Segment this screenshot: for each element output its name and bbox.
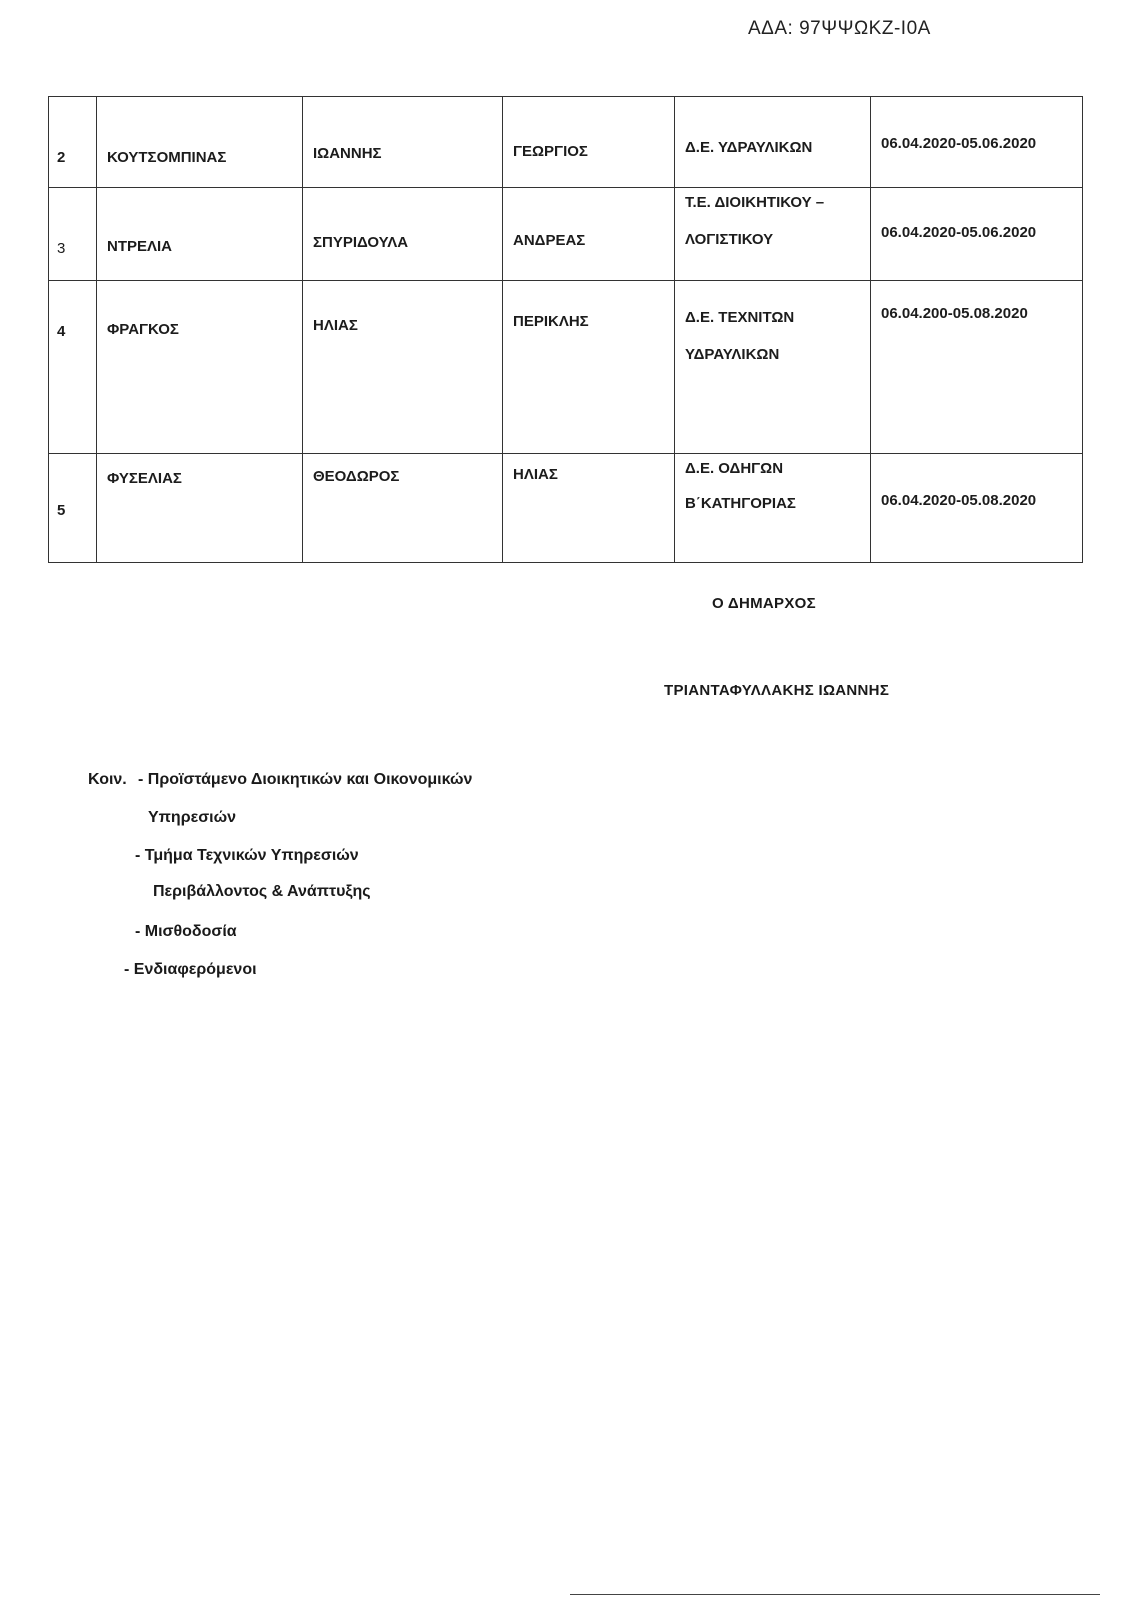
surname-cell: ΦΡΑΓΚΟΣ: [97, 281, 303, 454]
row-number: 2: [49, 97, 97, 188]
page-bottom-rule: [570, 1594, 1100, 1595]
specialty-cell: Τ.Ε. ΔΙΟΙΚΗΤΙΚΟΥ – ΛΟΓΙΣΤΙΚΟΥ: [675, 188, 871, 281]
table-row: [49, 188, 1083, 281]
father-name-cell: ΗΛΙΑΣ: [503, 454, 675, 563]
table-row: [49, 97, 1083, 188]
ada-code: ΑΔΑ: 97ΨΨΩΚΖ-Ι0Α: [748, 18, 931, 39]
name-cell: ΙΩΑΝΝΗΣ: [303, 97, 503, 188]
distribution-label: Κοιν.: [88, 771, 127, 788]
specialty-cell: Δ.Ε. ΤΕΧΝΙΤΩΝ ΥΔΡΑΥΛΙΚΩΝ: [675, 281, 871, 454]
period-cell: 06.04.2020-05.08.2020: [871, 454, 1083, 563]
name-cell: ΘΕΟΔΩΡΟΣ: [303, 454, 503, 563]
table-row: [49, 454, 1083, 563]
father-name-cell: ΑΝΔΡΕΑΣ: [503, 188, 675, 281]
staff-table: [48, 96, 1083, 563]
period-cell: 06.04.200-05.08.2020: [871, 281, 1083, 454]
specialty-cell: Δ.Ε. ΥΔΡΑΥΛΙΚΩΝ: [675, 97, 871, 188]
surname-cell: ΝΤΡΕΛΙΑ: [97, 188, 303, 281]
row-number: 4: [49, 281, 97, 454]
name-cell: ΗΛΙΑΣ: [303, 281, 503, 454]
table-row: [49, 281, 1083, 454]
name-cell: ΣΠΥΡΙΔΟΥΛΑ: [303, 188, 503, 281]
father-name-cell: ΓΕΩΡΓΙΟΣ: [503, 97, 675, 188]
surname-cell: ΚΟΥΤΣΟΜΠΙΝΑΣ: [97, 97, 303, 188]
period-cell: 06.04.2020-05.06.2020: [871, 188, 1083, 281]
list-item: Υπηρεσιών: [148, 809, 236, 826]
list-item: - Προϊστάμενο Διοικητικών και Οικονομικών: [138, 771, 473, 788]
list-item: - Ενδιαφερόμενοι: [124, 961, 257, 978]
father-name-cell: ΠΕΡΙΚΛΗΣ: [503, 281, 675, 454]
list-item: - Μισθοδοσία: [135, 923, 237, 940]
mayor-name: ΤΡΙΑΝΤΑΦΥΛΛΑΚΗΣ ΙΩΑΝΝΗΣ: [664, 682, 890, 699]
period-cell: 06.04.2020-05.06.2020: [871, 97, 1083, 188]
mayor-title: Ο ΔΗΜΑΡΧΟΣ: [712, 595, 816, 612]
surname-cell: ΦΥΣΕΛΙΑΣ: [97, 454, 303, 563]
row-number: 5: [49, 454, 97, 563]
row-number: 3: [49, 188, 97, 281]
specialty-cell: Δ.Ε. ΟΔΗΓΩΝ Β΄ΚΑΤΗΓΟΡΙΑΣ: [675, 454, 871, 563]
list-item: - Τμήμα Τεχνικών Υπηρεσιών: [135, 847, 359, 864]
list-item: Περιβάλλοντος & Ανάπτυξης: [153, 883, 371, 900]
